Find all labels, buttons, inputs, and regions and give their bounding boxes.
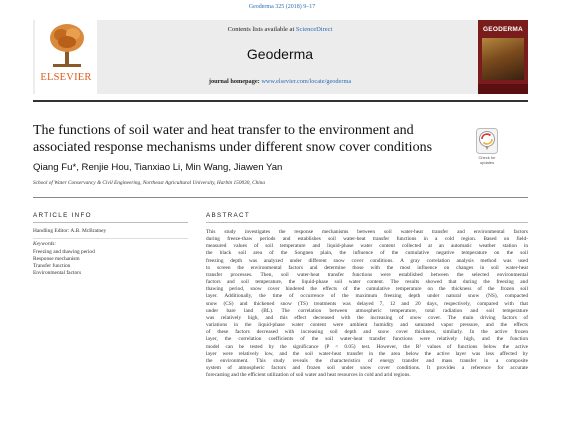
paper-title xyxy=(33,122,473,156)
keyword-item[interactable]: Environmental factors xyxy=(33,269,82,276)
journal-citation[interactable] xyxy=(0,4,564,10)
citation-text[interactable]: Geoderma 325 (2018) 9–17 xyxy=(248,4,316,10)
check-for-updates-label[interactable] xyxy=(470,156,504,165)
abstract-body xyxy=(206,229,528,379)
abstract-line: model can be tested by the significance (P < 0.05) test. However, the R² values of functions below the active xyxy=(206,343,528,350)
abstract-line: to screen the environmental factors and determine those with the most influence on changes in soil water-heat xyxy=(206,264,528,271)
title-line: The functions of soil water and heat transfer to the environment and xyxy=(33,123,414,138)
abstract-line: the black soil area of the Songnen plain, the influence of the cumulative negative temperature on the soil xyxy=(206,250,528,257)
abstract-line: factors and soil temperature, the liquid-phase soil water content. The results showed that during the freezing and xyxy=(206,279,528,286)
keyword-item[interactable]: Response mechanism xyxy=(33,255,80,262)
journal-title[interactable]: Geoderma xyxy=(246,46,314,62)
abstract-line: measured values of soil temperature and liquid-phase water content collected at an automatic weather station in xyxy=(206,243,528,250)
abstract-line: the environment. This study reveals the characteristics of energy transfer and mass transfer in a composite xyxy=(206,357,528,364)
cover-image xyxy=(482,38,524,80)
check-label-line: updates xyxy=(479,159,495,165)
abstract-line: transfer processes. Then, soil water-heat transfer functions were established between the selected environmental xyxy=(206,271,528,278)
abstract-line: during freeze-thaw periods and establishes soil water-heat transfer functions in a cold region. Based on field- xyxy=(206,236,528,243)
check-label-line: Check for xyxy=(478,155,496,160)
homepage-line xyxy=(106,78,454,85)
handling-editor: Handling Editor: A.B. McBratney xyxy=(33,228,107,234)
publisher-name: ELSEVIER xyxy=(40,72,92,83)
article-info-divider xyxy=(33,222,188,223)
check-for-updates-icon[interactable] xyxy=(476,128,498,154)
abstract-line: This study investigates the response mechanisms between soil water-heat transfer and environmental factors xyxy=(206,229,528,235)
keyword-item[interactable]: Transfer function xyxy=(33,262,71,269)
abstract-line: variations in the liquid-phase water content were ambient humidity and saturated vapor pressure, and the effects xyxy=(206,322,528,329)
abstract-line: layer, the correlation coefficients of the soil water-heat transfer functions were relatively high, and the function xyxy=(206,336,528,343)
abstract-line: layer. Additionally, the time of occurrence of the maximum freezing depth under natural snow (NS), compacted xyxy=(206,293,528,300)
abstract-line: system of atmospheric factors and frozen soil under snow cover conditions. It provides a reference for accurate xyxy=(206,364,528,371)
homepage-label: journal homepage: xyxy=(208,78,260,85)
sciencedirect-link[interactable]: ScienceDirect xyxy=(295,26,333,33)
author-list[interactable]: Qiang Fu*, Renjie Hou, Tianxiao Li, Min Wang, Jiawen Yan xyxy=(33,162,283,173)
elsevier-tree-icon xyxy=(47,22,87,68)
contents-line xyxy=(106,26,454,33)
abstract-line: was relatively high, and this effect decreased with the increasing of snow cover. The main driving factors of xyxy=(206,314,528,321)
cover-strip xyxy=(478,84,528,94)
elsevier-logo[interactable] xyxy=(35,20,97,94)
abstract-line: forecasting and the efficient utilization of soil water and heat resources in cold and arid regions. xyxy=(206,372,411,379)
abstract-divider xyxy=(206,222,528,223)
contents-prefix: Contents lists available at xyxy=(227,26,296,33)
abstract-heading: ABSTRACT xyxy=(206,212,250,219)
abstract-line: thawing period, snow cover hindered the effects of the cumulative temperature on the thickness of the frozen soil xyxy=(206,286,528,293)
title-line: associated response mechanisms under different snow cover conditions xyxy=(33,140,433,155)
cover-title: GEODERMA xyxy=(483,26,523,33)
keywords-heading: Keywords: xyxy=(33,241,57,247)
abstract-line: freezing depth was analyzed under different snow cover conditions. A gray correlation analysis method was used xyxy=(206,257,528,264)
affiliation: School of Water Conservancy & Civil Engineering, Northeast Agricultural University, Harbin 150030, China xyxy=(33,180,266,186)
header-divider xyxy=(33,100,528,102)
keywords-list xyxy=(33,249,188,277)
section-divider xyxy=(33,197,528,198)
journal-header xyxy=(33,20,528,94)
abstract-line: of these factors decreased with increasing soil depth and snow cover thickness, similarly. In the active frozen xyxy=(206,329,528,336)
keyword-item[interactable]: Freezing and thawing period xyxy=(33,249,95,255)
homepage-link[interactable]: www.elsevier.com/locate/geoderma xyxy=(261,78,352,85)
abstract-line: snow (CS) and thickened snow (TS) treatments was delayed 7, 12 and 20 days, respectively, compared with that xyxy=(206,300,528,307)
abstract-line: layer were relatively low, and the soil water-heat transfer in the area below the active layer was less affected by xyxy=(206,350,528,357)
abstract-line: under bare land (BL). The correlation between atmospheric temperature, total radiation and soil temperature xyxy=(206,307,528,314)
journal-cover[interactable] xyxy=(478,20,528,94)
keywords-divider xyxy=(33,238,188,239)
article-info-heading: ARTICLE INFO xyxy=(33,212,92,219)
